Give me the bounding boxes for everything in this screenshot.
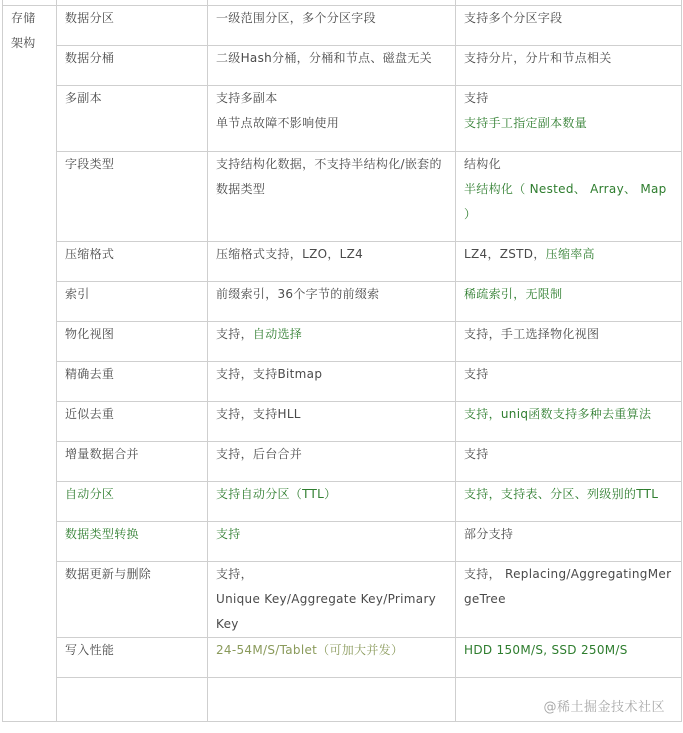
feature-cell [57,6,208,46]
cell-line [464,522,673,547]
table-row [3,562,682,638]
cell-line [216,46,447,71]
table-row [3,6,682,46]
cell-text: 24-54M/S/Tablet（可加大并发） [216,643,404,657]
table-row [3,152,682,242]
cell-line [464,242,673,267]
cell-text: 支持，支持HLL [216,407,301,421]
system-a-cell [208,402,456,442]
system-a-cell [208,152,456,242]
cell-text: 部分支持 [464,527,514,541]
feature-cell [57,522,208,562]
cell-text: 支持，支持表、分区、列级别的TTL [464,487,659,501]
feature-cell [57,322,208,362]
cell-line [464,442,673,467]
table-row [3,482,682,522]
cell-text: 结构化 [464,157,501,171]
system-a-cell [208,522,456,562]
table-row [3,282,682,322]
cell-text: 支持，uniq函数支持多种去重算法 [464,407,652,421]
cell-text: 支持分片，分片和节点相关 [464,51,612,65]
system-a-cell [208,242,456,282]
cell-text: 支持 [464,367,489,381]
system-b-cell [456,282,682,322]
system-b-cell [456,362,682,402]
table-row [3,46,682,86]
feature-cell [57,242,208,282]
feature-cell [57,152,208,242]
table-row [3,362,682,402]
system-a-cell [208,562,456,638]
comparison-table [2,0,682,722]
feature-cell [57,362,208,402]
cell-line [464,482,673,507]
cell-text: 支持多副本 [216,91,278,105]
cell-line [216,482,447,507]
feature-label: 多副本 [65,91,102,105]
system-a-cell [208,86,456,152]
category-cell [3,6,57,722]
cell-text: 支持， [216,327,253,341]
system-b-cell [456,152,682,242]
cell-line [464,362,673,387]
table-row [3,242,682,282]
system-a-cell [208,482,456,522]
cell-text: 压缩率高 [545,247,595,261]
cell-line [216,152,447,202]
feature-label: 压缩格式 [65,247,115,261]
cell-text: 一级范围分区，多个分区字段 [216,11,376,25]
cell-line [216,111,447,136]
cell-text: 支持，手工选择物化视图 [464,327,600,341]
cell-line [464,46,673,71]
cell-line [464,177,673,227]
feature-label: 数据类型转换 [65,527,139,541]
cell-line [464,402,673,427]
feature-cell [57,46,208,86]
feature-cell [57,282,208,322]
table-row [3,638,682,678]
cell-text: 支持， Replacing/AggregatingMergeTree [464,567,672,606]
system-a-cell [208,46,456,86]
cell-text: 前缀索引，36个字节的前缀索 [216,287,380,301]
feature-label: 字段类型 [65,157,115,171]
feature-cell [57,86,208,152]
feature-cell [57,482,208,522]
cell-line [464,111,673,136]
table-row [3,322,682,362]
feature-label: 数据分区 [65,11,115,25]
feature-label: 精确去重 [65,367,115,381]
cell-line [464,282,673,307]
system-b-cell [456,638,682,678]
cell-line [464,6,673,31]
cell-line [216,322,447,347]
system-b-cell [456,562,682,638]
feature-cell [57,678,208,722]
cell-line [216,402,447,427]
watermark: @稀土掘金技术社区 [543,700,665,715]
cell-text: 半结构化（ Nested、 Array、 Map ） [464,182,667,221]
system-a-cell [208,362,456,402]
feature-label: 自动分区 [65,487,115,501]
cell-line [464,152,673,177]
cell-text: 单节点故障不影响使用 [216,116,340,130]
table-row [3,522,682,562]
cell-text: 支持，后台合并 [216,447,303,461]
system-b-cell [456,522,682,562]
cell-text: 支持结构化数据，不支持半结构化/嵌套的数据类型 [216,157,442,196]
table-row [3,442,682,482]
feature-label: 写入性能 [65,643,115,657]
feature-cell [57,562,208,638]
system-a-cell [208,678,456,722]
cell-line [216,522,447,547]
feature-label: 物化视图 [65,327,115,341]
cell-line [216,362,447,387]
system-b-cell [456,242,682,282]
cell-line [464,638,673,663]
cell-text: 支持，支持Bitmap [216,367,323,381]
cell-text: 支持多个分区字段 [464,11,563,25]
cell-line [216,442,447,467]
feature-cell [57,638,208,678]
comparison-table-body [3,0,682,722]
cell-text: 二级Hash分桶，分桶和节点、磁盘无关 [216,51,432,65]
cell-line [216,242,447,267]
cell-text: Unique Key/Aggregate Key/Primary Key [216,592,437,631]
system-b-cell [456,46,682,86]
feature-cell [57,442,208,482]
cell-line [216,282,447,307]
cell-line [216,562,447,587]
table-row [3,86,682,152]
feature-cell [57,402,208,442]
cell-text: 压缩格式支持，LZO，LZ4 [216,247,364,261]
category-label: 架构 [11,36,36,50]
cell-text: 支持， [216,567,253,581]
cell-line [216,86,447,111]
cell-line [464,322,673,347]
system-b-cell [456,86,682,152]
cell-line [464,86,673,111]
cell-line [216,638,447,663]
cell-line [464,562,673,612]
system-b-cell [456,442,682,482]
system-b-cell [456,322,682,362]
system-b-cell [456,6,682,46]
system-b-cell [456,482,682,522]
cell-text: 支持 [464,91,489,105]
feature-label: 近似去重 [65,407,115,421]
cell-text: 自动选择 [252,327,303,341]
cell-text: HDD 150M/S, SSD 250M/S [464,643,628,657]
feature-label: 索引 [65,287,90,301]
feature-label: 数据分桶 [65,51,115,65]
cell-text: 支持 [216,527,241,541]
system-a-cell [208,442,456,482]
cell-text: 支持 [464,447,489,461]
system-b-cell [456,402,682,442]
system-a-cell [208,322,456,362]
cell-text: 支持自动分区（TTL） [216,487,337,501]
system-a-cell [208,282,456,322]
category-label: 存储 [11,11,36,25]
table-row [3,402,682,442]
cell-line [216,587,447,637]
cell-text: 支持手工指定副本数量 [464,116,588,130]
system-a-cell [208,6,456,46]
system-a-cell [208,638,456,678]
cell-line [216,6,447,31]
cell-text: 稀疏索引，无限制 [464,287,563,301]
feature-label: 增量数据合并 [65,447,139,461]
feature-label: 数据更新与删除 [65,567,152,581]
cell-text: LZ4，ZSTD， [464,247,546,261]
